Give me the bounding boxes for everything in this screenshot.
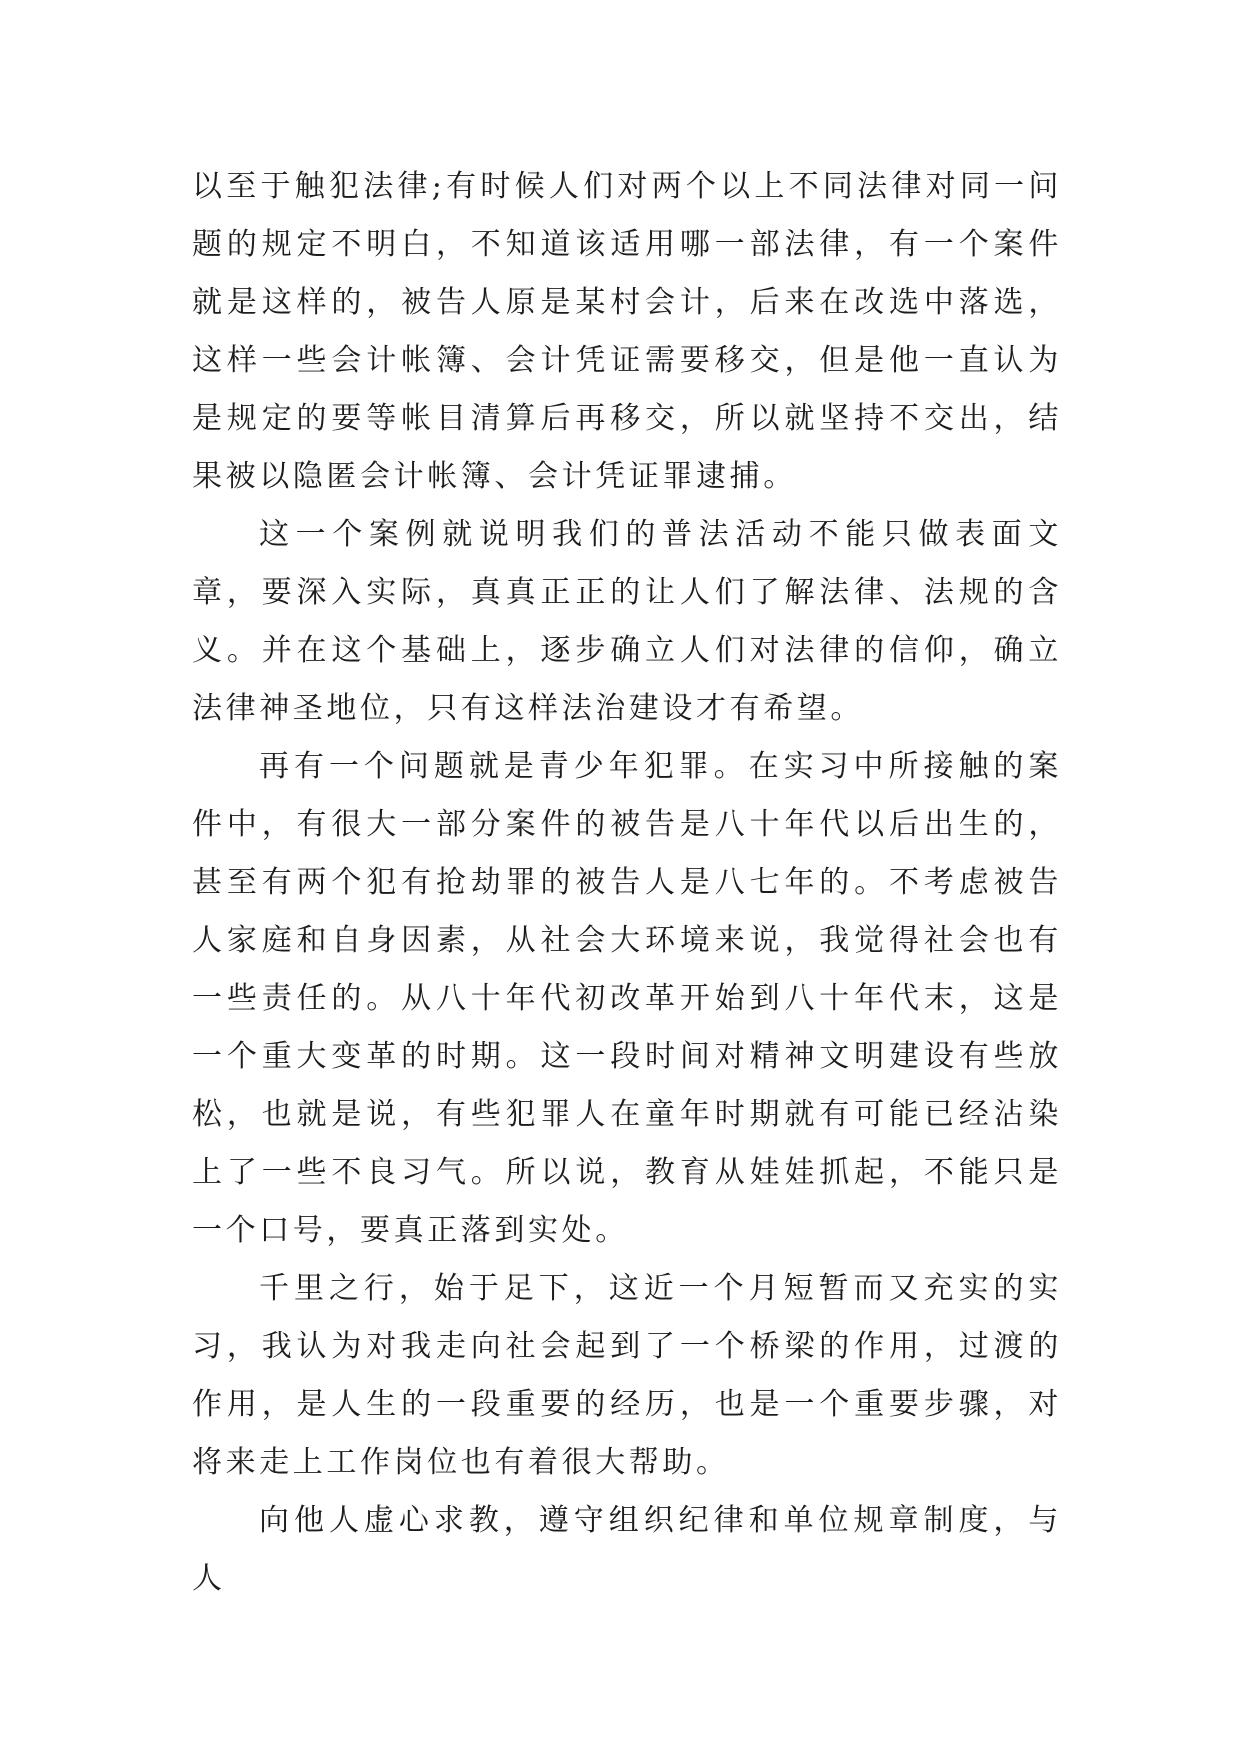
paragraph-5: 向他人虚心求教，遵守组织纪律和单位规章制度，与人	[192, 1503, 1062, 1596]
paragraph-2: 这一个案例就说明我们的普法活动不能只做表面文章，要深入实际，真真正正的让人们了解法律、法规的含义。并在这个基础上，逐步确立人们对法律的信仰，确立法律神圣地位，只有这样法治建设才有希望。	[192, 517, 1062, 726]
paragraph-3: 再有一个问题就是青少年犯罪。在实习中所接触的案件中，有很大一部分案件的被告是八十年代以后出生的，甚至有两个犯有抢劫罪的被告人是八七年的。不考虑被告人家庭和自身因素，从社会大环境来说，我觉得社会也有一些责任的。从八十年代初改革开始到八十年代末，这是一个重大变革的时期。这一段时间对精神文明建设有些放松，也就是说，有些犯罪人在童年时期就有可能已经沾染上了一些不良习气。所以说，教育从娃娃抓起，不能只是一个口号，要真正落到实处。	[192, 749, 1062, 1248]
paragraph-1: 以至于触犯法律;有时候人们对两个以上不同法律对同一问题的规定不明白，不知道该适用哪一部法律，有一个案件就是这样的，被告人原是某村会计，后来在改选中落选，这样一些会计帐簿、会计凭证需要移交，但是他一直认为是规定的要等帐目清算后再移交，所以就坚持不交出，结果被以隐匿会计帐簿、会计凭证罪逮捕。	[192, 169, 1062, 494]
paragraph-4: 千里之行，始于足下，这近一个月短暂而又充实的实习，我认为对我走向社会起到了一个桥梁的作用，过渡的作用，是人生的一段重要的经历，也是一个重要步骤，对将来走上工作岗位也有着很大帮助。	[192, 1271, 1062, 1480]
document-body	[192, 158, 1062, 1608]
